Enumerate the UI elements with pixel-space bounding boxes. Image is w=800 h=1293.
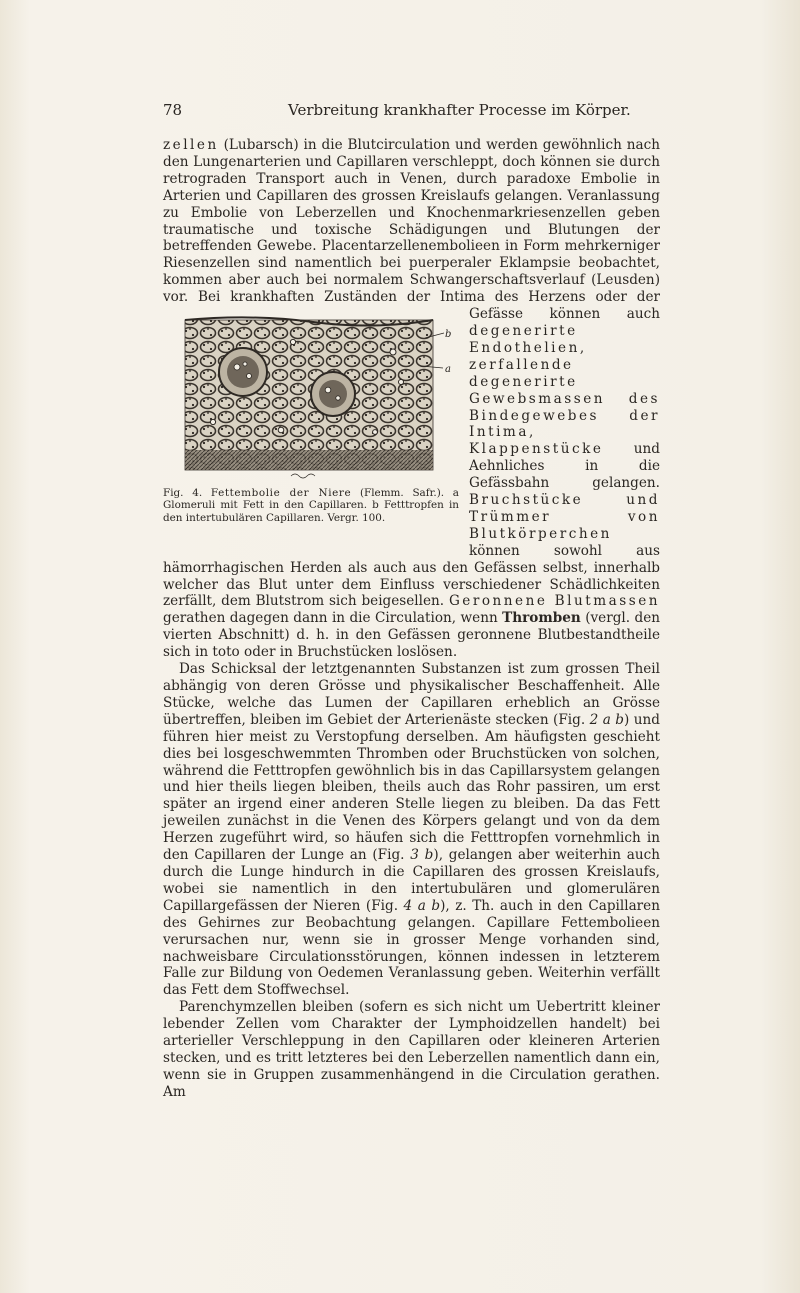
bold-term: Thromben bbox=[502, 610, 581, 627]
spaced-term: Geronnene Blutmassen bbox=[448, 593, 660, 610]
figure-4 bbox=[163, 312, 461, 552]
spaced-term: zerfallende degenerirte Gewebsmassen des Bindegewebes der Intima bbox=[469, 356, 660, 441]
text-run: , bbox=[528, 424, 534, 441]
spaced-term: degenerirte Endothelien bbox=[469, 322, 580, 356]
figure-label-b: b bbox=[445, 329, 452, 341]
figure-label-a: a bbox=[445, 364, 451, 376]
text-run: gerathen dagegen dann in die Circulation, wenn bbox=[163, 610, 503, 627]
text-run: , bbox=[579, 339, 585, 356]
paragraph-2 bbox=[163, 661, 660, 999]
text-run: ), z. Th. auch in den Capillaren des Gehirnes zur Beobachtung gelangen. Capillare Fettembolieen verursachen nur, wenn sie in grosser Menge vorhanden sind, nachweisbare Circulationsstörungen, können indessen in letzterem Falle zur Bildung von Oedemen Veranlassung geben. Weiterhin verfällt das Fett dem Stoffwechsel. bbox=[163, 897, 660, 999]
figure-ref: 2 a b bbox=[589, 711, 625, 728]
caption-title: Fettembolie der Niere bbox=[210, 487, 352, 500]
page-number: 78 bbox=[163, 101, 183, 119]
text-run: (vergl. den vierten Abschnitt) d. h. in den Gefässen geronnene Blutbestandtheile sich in toto oder in Bruchstücken loslösen. bbox=[163, 610, 660, 661]
spaced-term: zellen bbox=[163, 137, 219, 153]
paragraph-3: Parenchymzellen bleiben (sofern es sich nicht um Uebertritt kleiner lebender Zellen vom Charakter der Lymphoidzellen handelt) bei arterieller Verschleppung in den Capillaren oder kleineren Arterien stecken, und es tritt letzteres bei den Leberzellen namentlich dann ein, wenn sie in Gruppen zusammenhängend in die Circulation gerathen. Am bbox=[163, 999, 660, 1100]
figure-ref: 3 b bbox=[410, 847, 434, 864]
running-title: Verbreitung krankhafter Processe im Körper. bbox=[288, 101, 631, 119]
text-run: und Aehnliches in die Gefässbahn gelangen. bbox=[469, 441, 660, 492]
spaced-term: Klappenstücke bbox=[469, 441, 604, 458]
text-run: (Lubarsch) in die Blutcirculation und werden gewöhnlich nach den Lungenarterien und Capillaren verschleppt, doch können sie durch retrograden Transport auch in Venen, durch paradoxe Embolie in Arterien und Capillaren des grossen Kreislaufs gelangen. Veranlassung zu Embolie von Leberzellen und Knochenmarkriesenzellen geben traumatische und toxische Schädigungen und Blutungen der betreffenden Gewebe. Placentarzellenembolieen in Form mehrkerniger Riesenzellen sind namentlich bei puerperaler Eklampsie beobachtet, kommen aber auch bei normalem Schwangerschaftsverlauf (Leusden) vor. Bei krankhaften Zuständen der Intima des Herzens oder der Gefässe können auch bbox=[163, 137, 660, 323]
body-text bbox=[163, 137, 660, 1101]
figure-ref: 4 a b bbox=[403, 897, 441, 914]
caption-fig-number: Fig. 4. bbox=[163, 487, 203, 500]
caption-text: (Flemm. Safr.). a Glomeruli mit Fett in den Capillaren. b Fetttropfen in den intertubulären Capillaren. Vergr. 100. bbox=[163, 487, 460, 524]
text-run: Das Schicksal der letztgenannten Substanzen ist zum grossen Theil abhängig von deren Grösse und physikalischer Beschaffenheit. Alle Stücke, welche das Lumen der Capillaren erheblich an Grösse übertreffen, bleiben im Gebiet der Arterienäste stecken (Fig. bbox=[163, 661, 660, 728]
figure-caption bbox=[163, 487, 461, 524]
text-run: ) und führen hier meist zu Verstopfung derselben. Am häufigsten geschieht dies bei losgeschwemmten Thromben oder Bruchstücken von solchen, während die Fetttropfen gewöhnlich bis in das Capillarsystem gelangen und hier theils liegen bleiben, theils auch das Rohr passiren, um erst später an irgend einer anderen Stelle liegen zu bleiben. Da das Fett jeweilen zunächst in die Venen des Körpers gelangt und von da dem Herzen zugeführt wird, so häufen sich die Fetttropfen vornehmlich in den Capillaren der Lunge an (Fig. bbox=[163, 711, 660, 864]
paragraph-1 bbox=[163, 137, 660, 661]
text-run: ), gelangen aber weiterhin auch durch die Lunge hindurch in die Capillaren des grossen Kreislaufs, wobei sie namentlich in den intertubulären und glomerulären Capillargefässen der Nieren (Fig. bbox=[163, 847, 661, 914]
spaced-term: Bruchstücke und Trümmer von Blutkörperchen bbox=[469, 492, 660, 542]
text-run: können sowohl aus hämorrhagischen Herden als auch aus den Gefässen selbst, innerhalb welcher das Blut unter dem Einfluss verschiedener Schädlichkeiten zerfällt, dem Blutstrom sich beigesellen. bbox=[163, 542, 660, 610]
kidney-fat-embolism-illustration bbox=[163, 312, 453, 484]
